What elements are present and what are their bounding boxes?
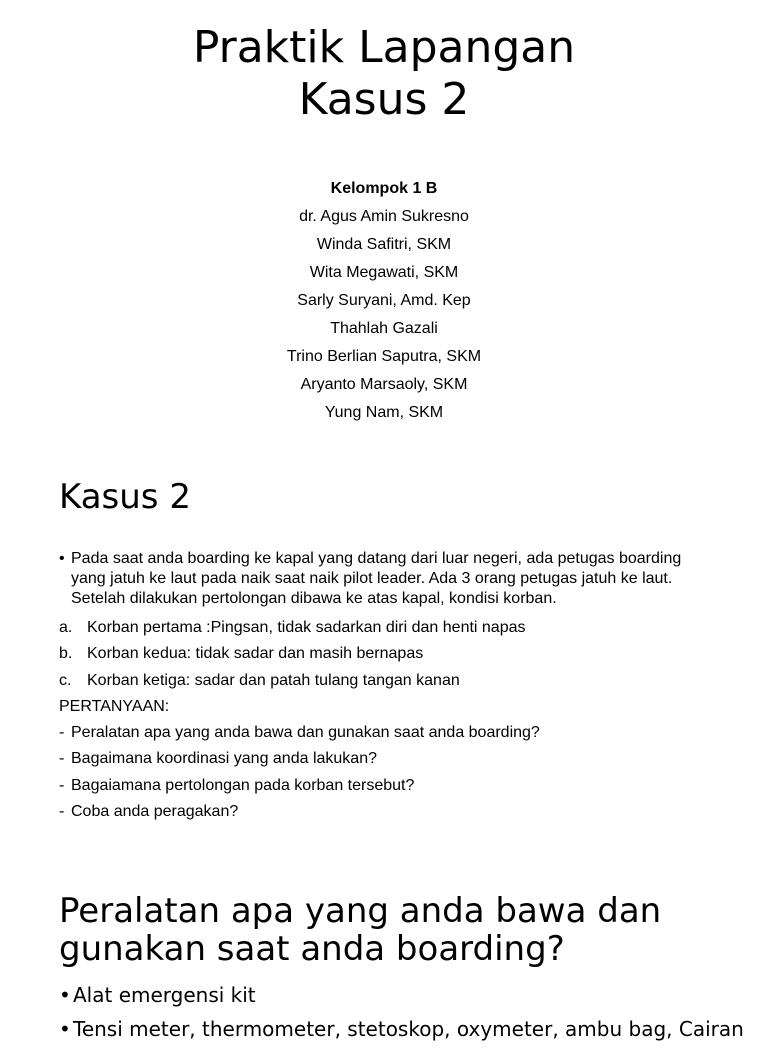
case-body	[59, 549, 709, 825]
case-intro-text: Pada saat anda boarding ke kapal yang datang dari luar negeri, ada petugas boarding yang jatuh ke laut pada naik saat naik pilot leader. Ada 3 orang petugas jatuh ke laut. Setelah dilakukan pertolongan dibawa ke atas kapal, kondisi korban.	[71, 550, 682, 607]
question-text: Bagaimana koordinasi yang anda lakukan?	[71, 750, 377, 768]
title-line-2: Kasus 2	[298, 74, 470, 125]
bullet-marker: •	[59, 983, 71, 1007]
victim-text: Korban kedua: tidak sadar dan masih bernapas	[87, 645, 424, 663]
victim-item	[59, 668, 709, 694]
bullet-marker: •	[59, 1017, 71, 1041]
questions-heading: PERTANYAAN:	[59, 697, 170, 715]
slide-case	[0, 460, 768, 850]
equipment-item	[59, 1014, 744, 1044]
victim-text: Korban ketiga: sadar dan patah tulang tangan kanan	[87, 671, 460, 689]
case-intro	[59, 549, 709, 609]
member-item: Winda Safitri, SKM	[316, 236, 452, 253]
dash-marker: -	[59, 776, 65, 794]
member-item: Thahlah Gazali	[330, 320, 438, 337]
question-item	[59, 720, 709, 746]
question-text: Coba anda peragakan?	[71, 803, 239, 821]
equipment-text: Tensi meter, thermometer, stetoskop, oxymeter, ambu bag, Cairan	[73, 1017, 744, 1041]
section-title: Peralatan apa yang anda bawa dan gunakan saat anda boarding?	[59, 891, 662, 969]
dash-marker: -	[59, 750, 65, 768]
member-item: Trino Berlian Saputra, SKM	[286, 348, 482, 365]
questions-list	[59, 720, 709, 825]
list-marker: c.	[59, 671, 72, 689]
victim-text: Korban pertama :Pingsan, tidak sadarkan diri dan henti napas	[87, 619, 526, 636]
bullet-marker: •	[59, 550, 65, 567]
question-text: Bagaiamana pertolongan pada korban tersebut?	[71, 776, 415, 794]
question-item	[59, 799, 709, 825]
question-text: Peralatan apa yang anda bawa dan gunakan saat anda boarding?	[71, 724, 540, 742]
question-item	[59, 773, 709, 799]
title-line-1: Praktik Lapangan	[192, 22, 576, 73]
group-title: Kelompok 1 B	[330, 180, 438, 197]
victim-item	[59, 641, 709, 667]
member-item: Aryanto Marsaoly, SKM	[300, 376, 468, 393]
equipment-list	[59, 980, 744, 1048]
member-item: Sarly Suryani, Amd. Kep	[297, 292, 471, 309]
slide-title	[0, 0, 768, 450]
page-title	[0, 22, 768, 126]
victim-item	[59, 615, 709, 641]
member-item: Yung Nam, SKM	[324, 404, 444, 421]
group-members-block	[0, 175, 768, 427]
dash-marker: -	[59, 803, 65, 821]
question-item	[59, 746, 709, 772]
section-title: Kasus 2	[59, 477, 191, 517]
list-marker: b.	[59, 645, 73, 663]
list-marker: a.	[59, 619, 73, 636]
dash-marker: -	[59, 724, 65, 742]
equipment-text: Alat emergensi kit	[73, 983, 256, 1007]
member-item: dr. Agus Amin Sukresno	[299, 208, 469, 225]
victims-list	[59, 615, 709, 694]
slide-equipment	[0, 880, 768, 1041]
members-list	[0, 203, 768, 427]
member-item: Wita Megawati, SKM	[309, 264, 459, 281]
equipment-item	[59, 980, 739, 1010]
